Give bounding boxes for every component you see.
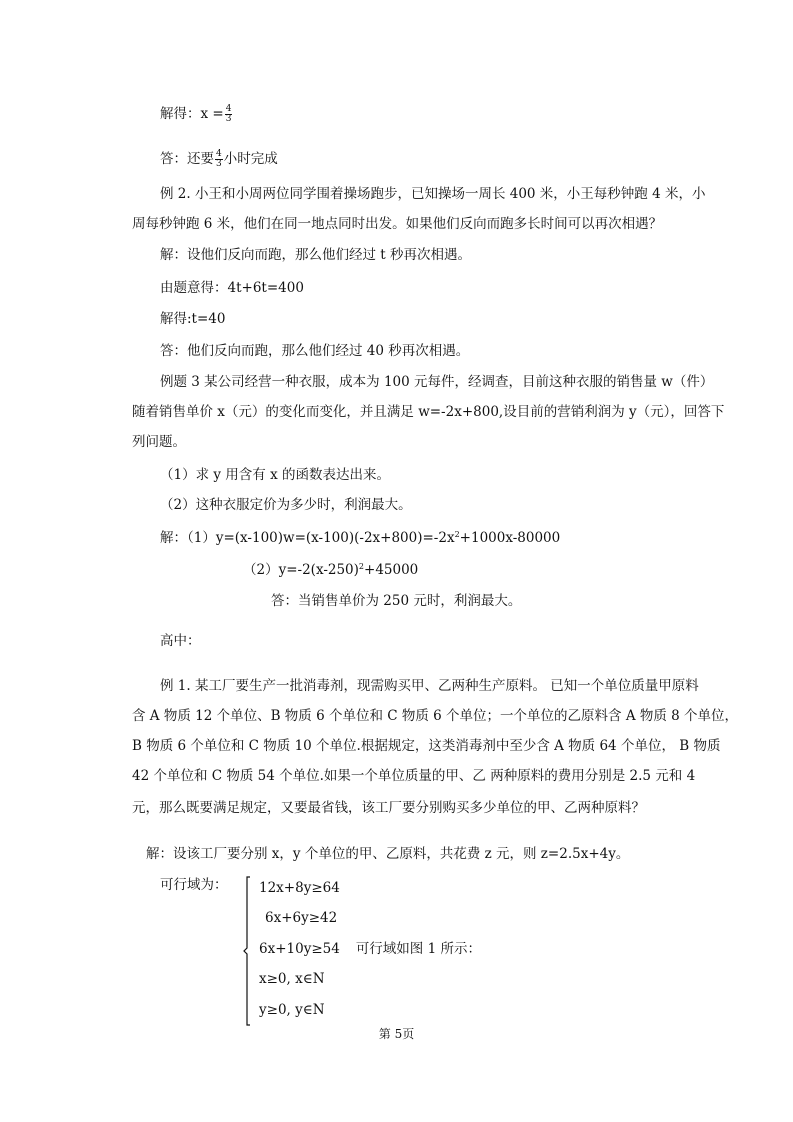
solution2-part-a: （2）y=-2(x-250) [243,562,359,578]
hs-solution: 解：设该工厂要分别 x，y 个单位的甲、乙原料，共花费 z 元，则 z=2.5x+4y。 [146,846,630,862]
example2-result: 解得:t=40 [160,311,226,327]
fraction-denominator: 3 [225,114,232,124]
example2-equation: 由题意得：4t+6t=400 [160,280,304,296]
example3-line2: 随着销售单价 x（元）的变化而变化，并且满足 w=-2x+800,设目前的营销利润为 y（元），回答下 [132,404,725,420]
constraint-1: 12x+8y≥64 [259,880,340,896]
example2-solution: 解：设他们反向而跑，那么他们经过 t 秒再次相遇。 [160,247,472,263]
example3-question2: （2）这种衣服定价为多少时，利润最大。 [160,497,412,513]
example2-answer: 答：他们反向而跑，那么他们经过 40 秒再次相遇。 [160,343,470,359]
feasible-region-label: 可行域为： [160,877,228,893]
solution1-part-b: +1000x-80000 [459,530,561,546]
example2-line1: 例 2. 小王和小周两位同学围着操场跑步，已知操场一周长 400 米，小王每秒钟跑 4 米，小 [160,186,706,202]
hs-example1-line4: 42 个单位和 C 物质 54 个单位.如果一个单位质量的甲、乙 两种原料的费用分别是 2.5 元和 4 [132,768,696,784]
solution1-part-a: 解：（1）y=(x-100)w=(x-100)(-2x+800)=-2x [160,530,455,546]
answer-line-1 [160,149,278,169]
fraction-4-3-answer [215,150,223,169]
answer-suffix: 小时完成 [223,151,278,167]
example3-solution2 [243,560,418,580]
solution1-exponent: 2 [454,530,460,539]
hs-example1-line5: 元，那么既要满足规定，又要最省钱，该工厂要分别购买多少单位的甲、乙两种原料？ [132,800,645,816]
example2-line2: 周每秒钟跑 6 米，他们在同一地点同时出发。如果他们反向而跑多长时间可以再次相遇？ [132,216,663,232]
constraint-5: y≥0, y∈N [259,1002,325,1018]
hs-example1-line3: B 物质 6 个单位和 C 物质 10 个单位.根据规定，这类消毒剂中至少含 A 物质 64 个单位， B 物质 [132,738,721,754]
constraint-2: 6x+6y≥42 [265,910,338,926]
solution2-part-b: +45000 [364,562,419,578]
fraction-4-3 [225,105,233,124]
fraction-numerator: 4 [216,149,222,159]
constraint-3 [259,939,481,959]
answer-prefix: 答：还要 [160,151,214,167]
example3-question1: （1）求 y 用含有 x 的函数表达出来。 [160,467,390,483]
hs-example1-line1: 例 1. 某工厂要生产一批消毒剂，现需购买甲、乙两种生产原料。 已知一个单位质量甲原料 [160,678,699,694]
feasible-region-note: 可行域如图 1 所示： [355,941,481,957]
fraction-numerator: 4 [225,104,232,114]
example3-line1: 例题 3 某公司经营一种衣服，成本为 100 元每件，经调查，目前这种衣服的销售量 w（件） [160,374,714,390]
page-footer: 第 5页 [378,1027,415,1041]
section-heading-high-school: 高中： [160,633,201,649]
left-brace [243,876,251,1026]
solution2-exponent: 2 [358,562,365,571]
solve-line-1 [160,104,233,124]
fraction-denominator: 3 [216,159,222,169]
constraint-4: x≥0, x∈N [259,971,325,987]
example3-answer: 答：当销售单价为 250 元时，利润最大。 [271,593,522,609]
example3-line3: 列问题。 [132,434,186,450]
hs-example1-line2: 含 A 物质 12 个单位、B 物质 6 个单位和 C 物质 6 个单位；一个单位的乙原料含 A 物质 8 个单位， [132,708,739,724]
solve-prefix: 解得：x = [160,106,224,122]
constraint-3-expr: 6x+10y≥54 [259,941,340,957]
example3-solution1 [160,528,560,548]
